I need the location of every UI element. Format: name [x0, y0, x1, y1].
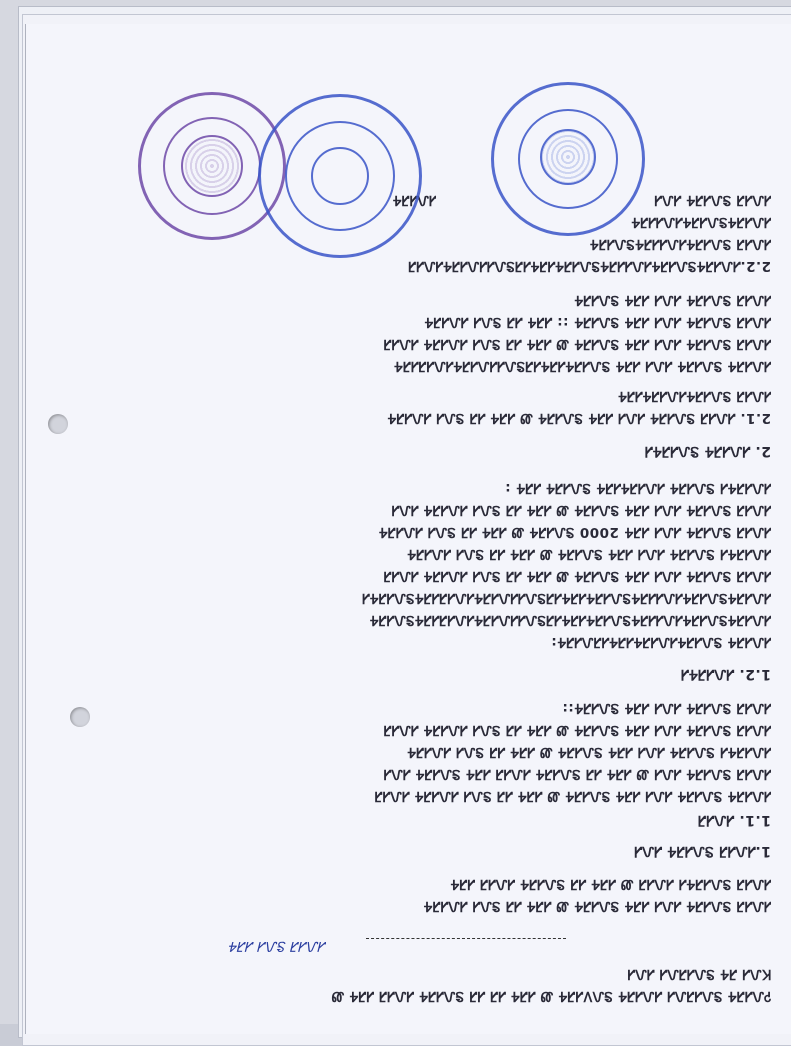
date-text: ᏗᏁᏗᏘᏎ	[392, 192, 436, 208]
section-heading: 1.ᏗᏁᏗᏘ ᏕᏁᏗᏘᏎ ᏗᏁᏗ	[633, 843, 771, 859]
text-line: 2.1. ᏗᏁᏗᏘ ᏕᏁᏗᏘᏎ ᏗᏁᏗ ᏗᏘᏎ ᏕᏁᏗᏘᏎ Ꮺ ᏗᏘᏎ ᏗᏘ ᏕᏁᏗ ᏗᏁᏗᏘᏎ	[386, 410, 771, 426]
text-line: ᏗᏁᏗᏘ ᏕᏁᏗᏘᏎ ᏗᏁᏗ ᏗᏘᏎ ᏕᏁᏗᏘᏎ Ꮺ ᏗᏘᏎ ᏗᏘ ᏕᏁᏗ ᏗᏁᏗᏘᏎ	[423, 898, 771, 914]
text-line: ᏗᏁᏗᏘ ᏕᏁᏗᏘᏎ ᏗᏁᏗ ᏗᏘᏎ 2000 ᏕᏁᏗᏘᏎ Ꮺ ᏗᏘᏎ ᏗᏘ ᏕᏁᏗ ᏗᏁᏗᏘᏎ	[378, 524, 771, 540]
seal-stamp-blue	[258, 94, 422, 258]
text-line: ᏗᏁᏗᏘ ᏕᏁᏗᏘᏎ ᏗᏁᏗ ᏗᏘᏎ ᏕᏁᏗᏘᏎ Ꮺ ᏗᏘᏎ ᏗᏘ ᏕᏁᏗ ᏗᏁᏗᏘᏎ ᏗᏁᏗᏘ	[383, 722, 771, 738]
text-line: ᏗᏁᏗᏘᏎᏕᏁᏗᏘᏎᏗᏁᏗᏗᏘᏎ	[630, 214, 771, 230]
text-line: ᏗᏁᏗᏘᏎᏗ ᏕᏁᏗᏘᏎ ᏗᏁᏗ ᏗᏘᏎ ᏕᏁᏗᏘᏎ Ꮺ ᏗᏘᏎ ᏗᏘ ᏕᏁᏗ ᏗᏁᏗᏘᏎ	[406, 744, 771, 760]
text-line: ᎮᏁᏗᏘᏎ ᏕᏁᏗᏘᏁᏗ ᏗᏁᏗᏘᏎ ᏕᏁᏙᏗᏘᏎ Ꮺ ᏗᏘᏎ ᏗᏘ ᏗᏘ ᏕᏁᏗᏘᏎ ᏗᏁᏗᏘ ᏗᏘᏎ Ꮺ	[331, 988, 771, 1004]
section-heading: 2. ᏗᏁᏗᏘᏎ ᏕᏁᏗᏘᏎᏗ	[644, 443, 771, 459]
text-line: ᏗᏁᏗᏘ ᏕᏁᏗᏘᏎ ᏗᏁᏗ ᏗᏘᏎ ᏕᏁᏗᏘᏎ	[573, 292, 771, 308]
text-line: ᏗᏁᏗᏘ ᏕᏁᏗᏘᏎ ᏗᏁᏗ ᏗᏘᏎ ᏕᏁᏗᏘᏎ Ꮺ ᏗᏘᏎ ᏗᏘ ᏕᏁᏗ ᏗᏁᏗᏘᏎ ᏗᏁᏗᏘ	[383, 336, 771, 352]
section-heading: 1.1. ᏗᏁᏗᏘ	[697, 812, 771, 828]
text-line: ᏗᏁᏗᏘ ᏕᏁᏗᏘᏎ ᏗᏁᏗ ᏗᏘᏎ ᏕᏁᏗᏘᏎ Ꮺ ᏗᏘᏎ ᏗᏘ ᏕᏁᏗ ᏗᏁᏗᏘᏎ ᏗᏁᏗ	[391, 502, 771, 518]
text-line: ᏦᏁᏗ ᏘᏎ ᏕᏁᏗᏘᏁᏗ ᏗᏁᏗ	[627, 966, 771, 982]
signature-line	[366, 938, 566, 939]
seal-stamp-blue-2	[491, 82, 645, 236]
text-line: ᏗᏁᏗᏘᏎᏕᏁᏗᏘᏎᏗᏁᏗᏗᏘᏎᏕᏁᏗᏘᏎᏗᏘᏎᏗᏘᏕᏁᏗᏗᏁᏗᏘᏎᏗᏁᏗᏘᏗᏘᏎᏕᏁᏗᏘᏎᏗ	[361, 590, 771, 606]
section-heading: 1.2. ᏗᏁᏗᏘᏎᏗ	[680, 666, 771, 682]
signature: ᏗᏁᏗᏘ ᏕᏁᏗ ᏗᏘᏎ	[228, 938, 326, 954]
text-line: ᏗᏁᏗᏘ ᏕᏁᏗᏘᏎ ᏗᏁᏗ Ꮺ ᏗᏘᏎ ᏗᏘ ᏕᏁᏗᏘᏎ ᏗᏁᏗᏘ ᏗᏘᏎ ᏕᏁᏗᏘᏎ ᏗᏁᏗ	[383, 766, 771, 782]
text-line: ᏗᏁᏗᏘᏎᏗ ᏕᏁᏗᏘᏎ ᏗᏁᏗ ᏗᏘᏎ ᏕᏁᏗᏘᏎ Ꮺ ᏗᏘᏎ ᏗᏘ ᏕᏁᏗ ᏗᏁᏗᏘᏎ	[406, 546, 771, 562]
text-line: ᏗᏁᏗᏘᏎᏗ ᏕᏁᏗᏘᏎ ᏗᏁᏗᏘᏎᏗᏘᏎ ᏕᏁᏗᏘᏎ ᏗᏘᏎ :	[504, 480, 771, 496]
text-line: ᏗᏁᏗᏘᏎᏕᏁᏗᏘᏎᏗᏁᏗᏗᏘᏎᏕᏁᏗᏘᏎᏗᏘᏎᏗᏘᏕᏁᏗᏗᏁᏗᏘᏎᏗᏁᏗᏘᏗᏘᏎᏕᏁᏗᏘᏎ	[369, 612, 771, 628]
text-line: ᏗᏁᏗᏘ ᏕᏁᏗᏘᏎ ᏗᏁᏗ	[653, 192, 771, 208]
text-line: ᏗᏁᏗᏘ ᏕᏁᏗᏘᏎᏗᏁᏗᏘᏎᏗᏘᏎ	[617, 388, 771, 404]
text-line: ᏗᏁᏗᏘ ᏕᏁᏗᏘᏎ ᏗᏁᏗ ᏗᏘᏎ ᏕᏁᏗᏘᏎ :: ᏗᏘᏎ ᏗᏘ ᏕᏁᏗ ᏗᏁᏗᏘᏎ	[423, 314, 771, 330]
document-page	[26, 24, 791, 1034]
text-line: ᏗᏁᏗᏘ ᏕᏁᏗᏘᏎ ᏗᏁᏗ ᏗᏘᏎ ᏕᏁᏗᏘᏎ::	[561, 700, 771, 716]
text-line: ᏗᏁᏗᏘ ᏕᏁᏗᏘᏎᏗᏁᏗᏗᏘᏎᏕᏁᏗᏘᏎ	[589, 236, 771, 252]
text-line: ᏗᏁᏗᏘᏎ ᏕᏁᏗᏘᏎ ᏗᏁᏗ ᏗᏘᏎ ᏕᏁᏗᏘᏎᏗᏘᏎᏗᏘᏕᏁᏗᏗᏁᏗᏘᏎᏗᏁᏗᏘᏗᏘᏎ	[393, 358, 771, 374]
text-line: ᏗᏁᏗᏘᏎ ᏕᏁᏗᏘᏎ ᏗᏁᏗ ᏗᏘᏎ ᏕᏁᏗᏘᏎ Ꮺ ᏗᏘᏎ ᏗᏘ ᏕᏁᏗ ᏗᏁᏗᏘᏎ ᏗᏁᏗᏘ	[374, 788, 771, 804]
text-line: ᏗᏁᏗᏘ ᏕᏁᏗᏘᏎ ᏗᏁᏗ ᏗᏘᏎ ᏕᏁᏗᏘᏎ Ꮺ ᏗᏘᏎ ᏗᏘ ᏕᏁᏗ ᏗᏁᏗᏘᏎ ᏗᏁᏗᏘ	[383, 568, 771, 584]
text-line: ᏗᏁᏗᏘ ᏕᏁᏗᏘᏎᏗ ᏗᏁᏗᏘ Ꮺ ᏗᏘᏎ ᏗᏘ ᏕᏁᏗᏘᏎ ᏗᏁᏗᏘ ᏗᏘᏎ	[449, 876, 771, 892]
text-line: 2.2.ᏗᏁᏗᏘᏎᏕᏁᏗᏘᏎᏗᏁᏗᏗᏘᏎᏕᏁᏗᏘᏎᏗᏘᏎᏗᏘᏕᏁᏗᏗᏁᏗᏘᏎᏗᏁᏗᏘ	[407, 258, 771, 274]
text-line: ᏗᏁᏗᏘᏎ ᏕᏁᏗᏘᏎᏗᏁᏗᏘᏎᏗᏘᏎᏗᏘᏁᏗᏘᏎ:	[550, 634, 771, 650]
